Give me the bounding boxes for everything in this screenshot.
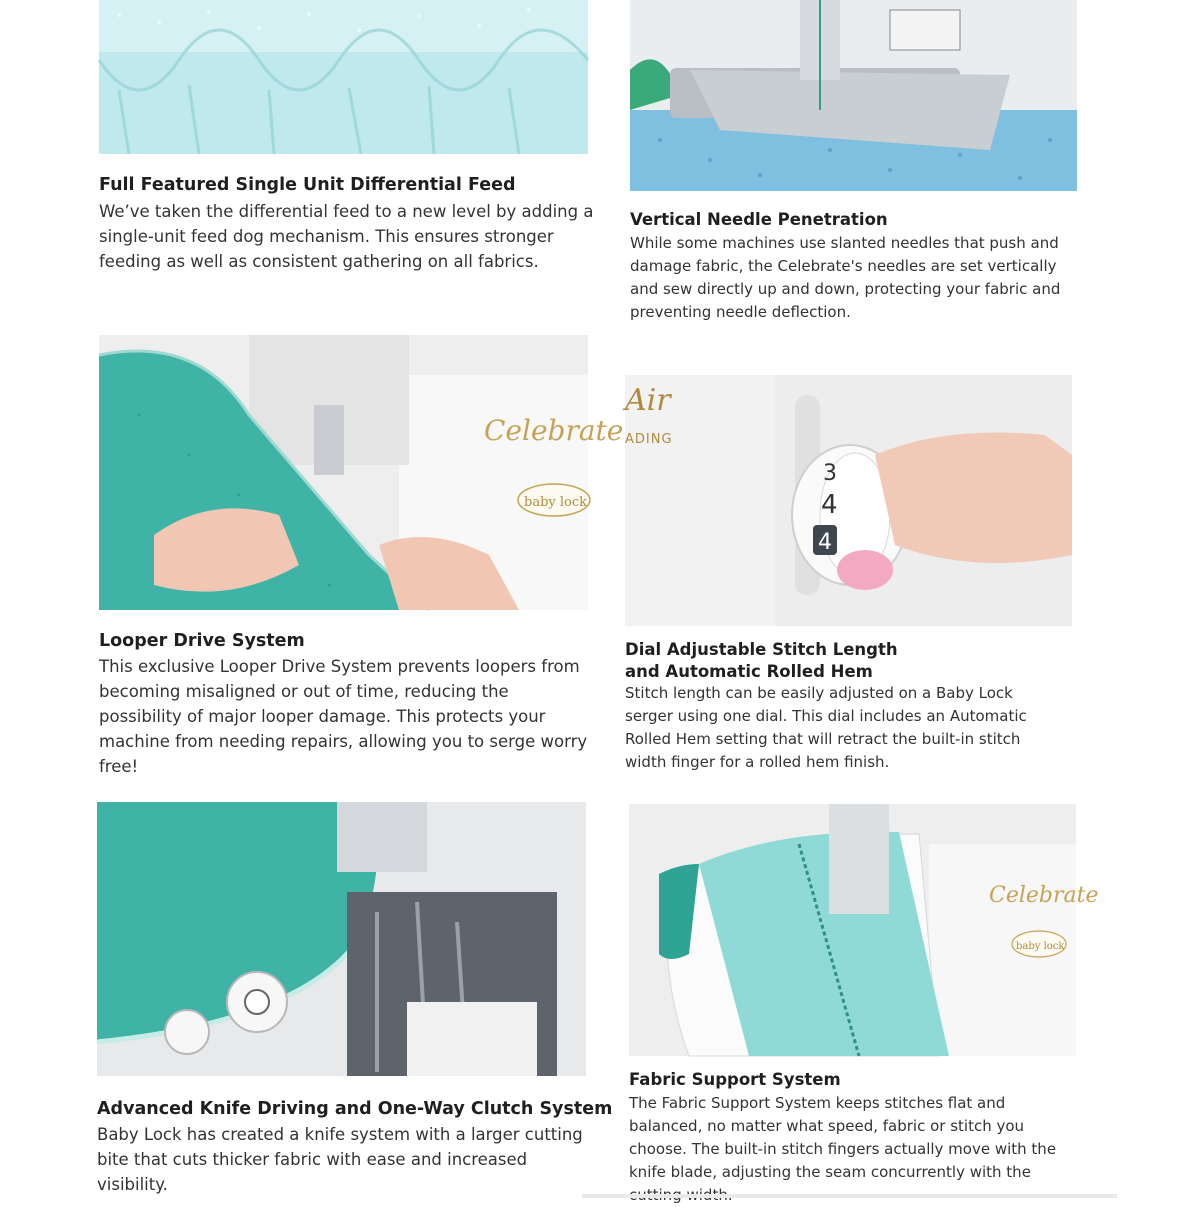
photo-gathered-fabric bbox=[99, 0, 588, 154]
feature-text-knife-driving: Baby Lock has created a knife system with a larger cutting bite that cuts thicker fabric with ease and increased visibility. bbox=[97, 1125, 583, 1194]
feature-title-dial-stitch: Dial Adjustable Stitch Length and Automatic Rolled Hem bbox=[625, 640, 898, 681]
photo-vertical-needle bbox=[630, 0, 1077, 191]
feature-text-looper-drive: This exclusive Looper Drive System prevents loopers from becoming misaligned or out of time, reducing the possibility of major looper damage. This protects your machine from needing repairs, allowing you to serge worry free! bbox=[99, 657, 588, 776]
photo-knife-driving bbox=[97, 802, 586, 1076]
feature-title-looper-drive: Looper Drive System bbox=[99, 631, 305, 651]
brand-logo-looper: baby lock bbox=[524, 495, 588, 510]
brand-script-support: Celebrate bbox=[989, 883, 1099, 908]
feature-title-fabric-support: Fabric Support System bbox=[629, 1070, 841, 1089]
photo-fabric-support bbox=[629, 804, 1099, 1056]
dial-number-middle: 4 bbox=[821, 490, 838, 520]
dial-number-selected: 4 bbox=[818, 530, 832, 555]
feature-title-differential-feed: Full Featured Single Unit Differential Feed bbox=[99, 175, 516, 195]
bottom-divider bbox=[582, 1194, 1117, 1198]
brand-script-looper: Celebrate bbox=[484, 414, 624, 447]
feature-text-dial-stitch: Stitch length can be easily adjusted on a Baby Lock serger using one dial. This dial includes an Automatic Rolled Hem setting that will retract the built-in stitch width finger for a rolled hem finish. bbox=[625, 684, 1027, 771]
feature-text-vertical-needle: While some machines use slanted needles that push and damage fabric, the Celebrate's needles are set vertically and sew directly up and down, protecting your fabric and preventing needle deflection. bbox=[630, 234, 1061, 321]
feature-title-knife-driving: Advanced Knife Driving and One-Way Clutch System bbox=[97, 1099, 613, 1119]
air-threading-text: Air bbox=[625, 383, 671, 418]
photo-stitch-dial bbox=[625, 375, 1072, 626]
photo-looper-drive bbox=[99, 335, 624, 610]
feature-text-fabric-support: The Fabric Support System keeps stitches flat and balanced, no matter what speed, fabric or stitch you choose. The built-in stitch fingers actually move with the knife blade, adjusting the seam concurrently with the bbox=[629, 1094, 1057, 1181]
feature-text-differential-feed: We’ve taken the differential feed to a new level by adding a single-unit feed dog mechanism. This ensures stronger feeding as well as consistent gathering on all fabrics. bbox=[99, 202, 594, 271]
threading-text: ADING bbox=[625, 432, 673, 447]
brand-logo-support: baby lock bbox=[1016, 941, 1065, 952]
dial-number-top: 3 bbox=[823, 461, 837, 486]
feature-title-vertical-needle: Vertical Needle Penetration bbox=[630, 210, 888, 229]
